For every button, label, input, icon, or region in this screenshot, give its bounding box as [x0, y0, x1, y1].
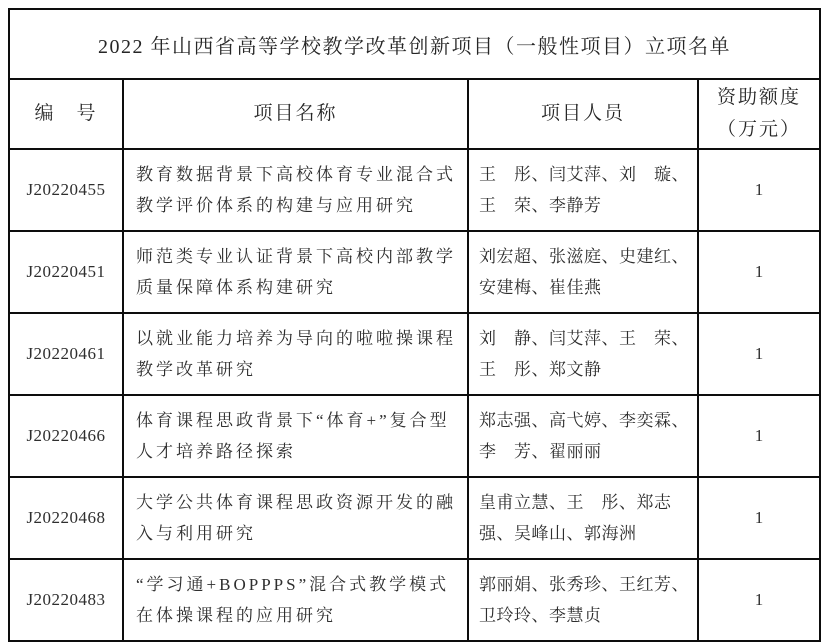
- project-id-cell: J20220466: [9, 395, 123, 477]
- project-name-cell: 教育数据背景下高校体育专业混合式教学评价体系的构建与应用研究: [123, 149, 468, 231]
- project-name-cell: 以就业能力培养为导向的啦啦操课程教学改革研究: [123, 313, 468, 395]
- amount-cell: 1: [698, 477, 820, 559]
- table-row: [9, 231, 820, 313]
- personnel-cell: 皇甫立慧、王 彤、郑志强、吴峰山、郭海洲: [468, 477, 698, 559]
- amount-cell: 1: [698, 149, 820, 231]
- amount-cell: 1: [698, 559, 820, 641]
- project-name-cell: 大学公共体育课程思政资源开发的融入与利用研究: [123, 477, 468, 559]
- personnel-cell: 刘宏超、张滋庭、史建红、安建梅、崔佳燕: [468, 231, 698, 313]
- header-row: [9, 79, 820, 149]
- col-header-amount: [698, 79, 820, 149]
- amount-cell: 1: [698, 313, 820, 395]
- personnel-cell: 刘 静、闫艾萍、王 荣、王 彤、郑文静: [468, 313, 698, 395]
- document-page: [8, 8, 819, 642]
- personnel-cell: 郑志强、高弋婷、李奕霖、李 芳、翟丽丽: [468, 395, 698, 477]
- project-id-cell: J20220461: [9, 313, 123, 395]
- col-header-name: 项目名称: [123, 79, 468, 149]
- project-id-cell: J20220451: [9, 231, 123, 313]
- table-row: [9, 559, 820, 641]
- amount-cell: 1: [698, 395, 820, 477]
- table-row: [9, 395, 820, 477]
- project-id-cell: J20220483: [9, 559, 123, 641]
- project-name-cell: “学习通+BOPPPS”混合式教学模式在体操课程的应用研究: [123, 559, 468, 641]
- table-title: 2022 年山西省高等学校教学改革创新项目（一般性项目）立项名单: [9, 9, 820, 79]
- project-name-cell: 师范类专业认证背景下高校内部教学质量保障体系构建研究: [123, 231, 468, 313]
- amount-cell: 1: [698, 231, 820, 313]
- project-id-cell: J20220455: [9, 149, 123, 231]
- project-id-cell: J20220468: [9, 477, 123, 559]
- col-header-id: 编 号: [9, 79, 123, 149]
- project-name-cell: 体育课程思政背景下“体育+”复合型人才培养路径探索: [123, 395, 468, 477]
- table-row: [9, 313, 820, 395]
- col-header-personnel: 项目人员: [468, 79, 698, 149]
- col-header-amount-line2: （万元）: [716, 119, 801, 140]
- personnel-cell: 郭丽娟、张秀珍、王红芳、卫玲玲、李慧贞: [468, 559, 698, 641]
- title-row: [9, 9, 820, 79]
- table-row: [9, 149, 820, 231]
- col-header-amount-line1: 资助额度: [716, 86, 801, 108]
- personnel-cell: 王 彤、闫艾萍、刘 璇、王 荣、李静芳: [468, 149, 698, 231]
- table-row: [9, 477, 820, 559]
- projects-table: [8, 8, 821, 642]
